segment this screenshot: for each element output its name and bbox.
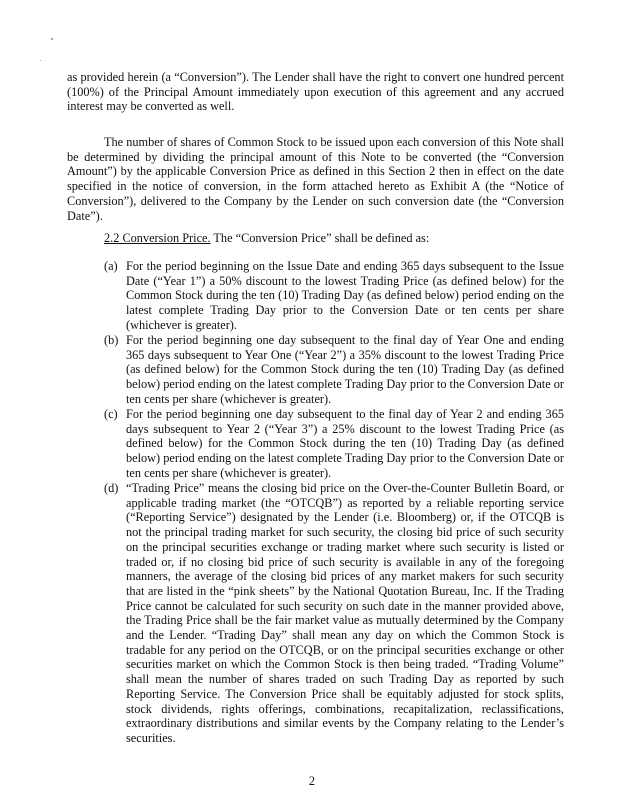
list-item-d (104, 481, 564, 746)
section-intro: The “Conversion Price” shall be defined as: (213, 231, 430, 245)
list-item-text: For the period beginning on the Issue Date and ending 365 days subsequent to the Issue Date (“Year 1”) a 50% discount to the lowest Trading Price (as defined below) for the Common Stock during the ten (10) Trading Day (as defined below) period ending on the latest complete Trading Day prior to the Conversion Date or ten cents per share (whichever is greater). (126, 259, 564, 332)
list-item-text: For the period beginning one day subsequent to the final day of Year 2 and ending 365 days subsequent to Year 2 (“Year 3”) a 25% discount to the lowest Trading Price (as defined below) for the Common Stock during the ten (10) Trading Day (as defined below) period ending on the latest complete Trading Day prior to the Conversion Date or ten cents per share (whichever is greater). (126, 407, 564, 480)
list-item-label: (c) (104, 407, 118, 421)
section-heading (104, 231, 429, 246)
list-item-text: For the period beginning one day subsequent to the final day of Year One and ending 365 days subsequent to Year One (“Year 2”) a 35% discount to the lowest Trading Price (as defined below) for the Common Stock during the ten (10) Trading Day (as defined below) period ending on the latest complete Trading Day prior to the Conversion Date or ten cents per share (whichever is greater). (126, 333, 564, 406)
list-item-b (104, 333, 564, 407)
paragraph-conversion-shares: The number of shares of Common Stock to be issued upon each conversion of this Note shall be determined by dividing the principal amount of this Note to be converted (the “Conversion Amount”) by the applicable Conversion Price as defined in this Section 2 then in effect on the date specified in the notice of conversion, in the form attached hereto as Exhibit A (the “Notice of Conversion”), delivered to the Company by the Lender on such conversion date (the “Conversion Date”). (67, 135, 564, 223)
scan-speck (51, 38, 53, 40)
list-item-label: (b) (104, 333, 119, 347)
scan-speck (40, 60, 41, 61)
list-item-c (104, 407, 564, 481)
list-item-text: “Trading Price” means the closing bid price on the Over-the-Counter Bulletin Board, or applicable trading market (the “OTCQB”) as reported by a reliable reporting service (“Reporting Service”) designated by the Lender (i.e. Bloomberg) or, if the OTCQB is not the principal trading market for such security, the closing bid price of such security on the principal securities exchange or trading market where such security is listed or traded or, if no closing bid price of such security is available in any of the foregoing manners, the average of the closing bid prices of any market makers for such security that are listed in the “pink sheets” by the National Quotation Bureau, Inc. If the Trading Price cannot be calculated for such security on such date in the manner provided above, the Trading Price shall be the fair market value as mutually determined by the Company and the Lender. “Trading Day” shall mean any day on which the Common Stock is tradable for any period on the OTCQB, or on the principal securities exchange or other securities market on which the Common Stock is then being traded. “Trading Volume” shall mean the number of shares traded on such Trading Day as reported by such Reporting Service. The Conversion Price shall be equitably adjusted for stock splits, stock dividends, rights offerings, combinations, recapitalization, reclassifications, extraordinary distributions and similar events by the Company relating to the Lender’s securities. (126, 481, 564, 745)
paragraph-conversion-right: as provided herein (a “Conversion”). The Lender shall have the right to convert one hundred percent (100%) of the Principal Amount immediately upon execution of this agreement and any accrued interest may be converted as well. (67, 70, 564, 114)
list-item-label: (d) (104, 481, 119, 495)
list-item-a (104, 259, 564, 333)
list-item-label: (a) (104, 259, 118, 273)
section-title: 2.2 Conversion Price. (104, 231, 211, 245)
page-number: 2 (308, 774, 316, 788)
